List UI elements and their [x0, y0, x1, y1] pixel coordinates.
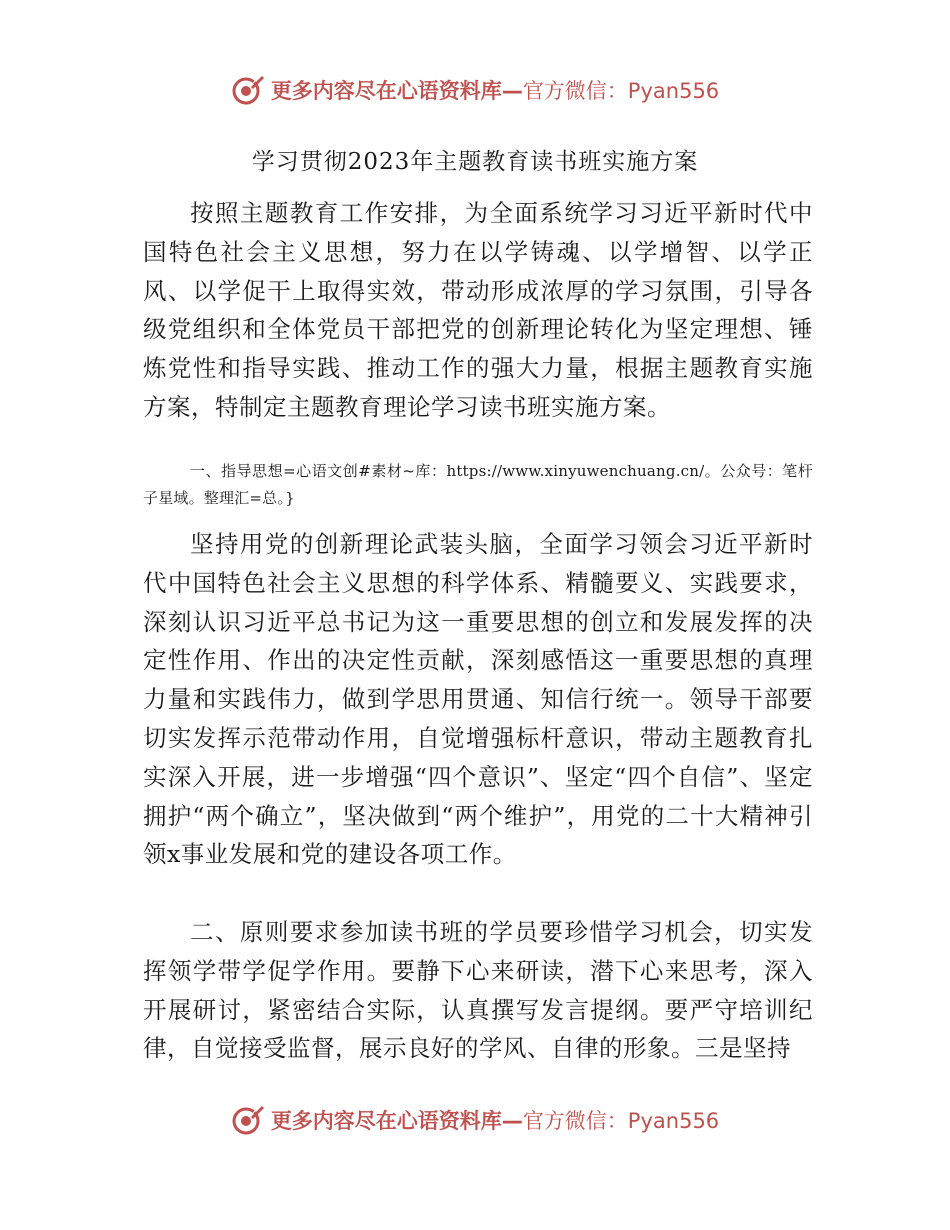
- brand-logo-icon: [231, 73, 265, 107]
- banner-wechat: 官方微信：Pyan556: [522, 1109, 720, 1133]
- brand-logo-icon: [231, 1103, 265, 1137]
- banner-wechat: 官方微信：Pyan556: [522, 79, 720, 103]
- document-title: 学习贯彻2023年主题教育读书班实施方案: [251, 149, 699, 175]
- header-watermark-banner: [0, 70, 950, 110]
- banner-dash: —: [501, 1109, 523, 1133]
- paragraph-guiding-thought: 坚持用党的创新理论武装头脑，全面学习领会习近平新时代中国特色社会主义思想的科学体系、精髓要义、实践要求，深刻认识习近平总书记为这一重要思想的创立和发展发挥的决定性作用、作出的决定性贡献，深刻感悟这一重要思想的真理力量和实践伟力，做到学思用贯通、知信行统一。领导干部要切实发挥示范带动作用，自觉增强标杆意识，带动主题教育扎实深入开展，进一步增强“四个意识”、坚定“四个自信”、坚定拥护“两个确立”，坚决做到“两个维护”，用党的二十大精神引领x事业发展和党的建设各项工作。: [143, 530, 813, 869]
- paragraph-intro: 按照主题教育工作安排，为全面系统学习习近平新时代中国特色社会主义思想，努力在以学铸魂、以学增智、以学正风、以学促干上取得实效，带动形成浓厚的学习氛围，引导各级党组织和全体党员干部把党的创新理论转化为坚定理想、锤炼党性和指导实践、推动工作的强大力量，根据主题教育实施方案，特制定主题教育理论学习读书班实施方案。: [143, 199, 813, 421]
- banner-text: 更多内容尽在心语资料库: [270, 79, 502, 103]
- banner-text: 更多内容尽在心语资料库: [270, 1109, 502, 1133]
- footer-watermark-banner: [0, 1100, 950, 1140]
- banner-dash: —: [501, 79, 523, 103]
- paragraph-principles: 二、原则要求参加读书班的学员要珍惜学习机会，切实发挥领学带学促学作用。要静下心来研读，潜下心来思考，深入开展研讨，紧密结合实际，认真撰写发言提纲。要严守培训纪律，自觉接受监督，展示良好的学风、自律的形象。三是坚持: [143, 918, 813, 1063]
- section-heading-guiding-thought: 一、指导思想=心语文创#素材~库：https://www.xinyuwenchuang.cn/。公众号：笔杆子星域。整理汇=总。}: [143, 462, 813, 507]
